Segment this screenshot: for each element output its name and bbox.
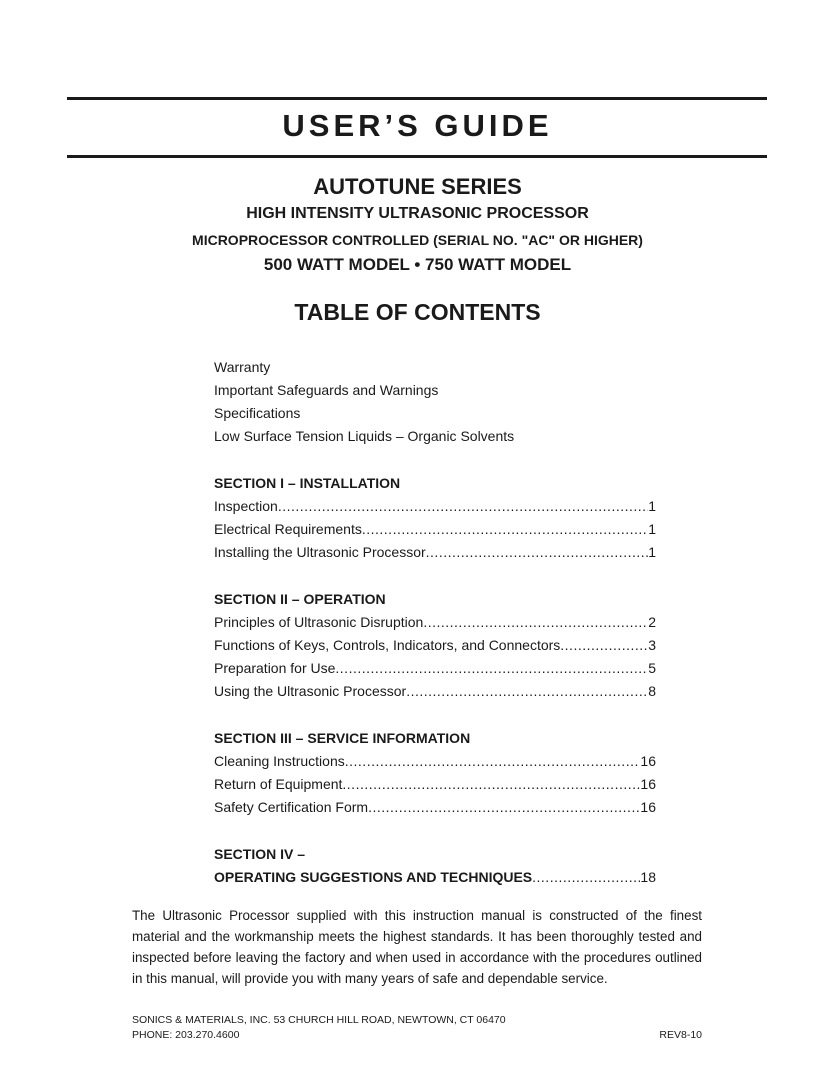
dot-leader (532, 866, 640, 889)
toc-entry[interactable] (214, 773, 656, 796)
bottom-rule (67, 155, 767, 158)
toc-section-3 (214, 727, 656, 819)
footer-phone: PHONE: 203.270.4600 (132, 1029, 240, 1041)
top-rule (67, 97, 767, 100)
dot-leader (278, 495, 648, 518)
toc-entry-title: Safety Certification Form (214, 799, 369, 815)
toc-entry-page: 1 (648, 521, 656, 537)
section-heading: SECTION III – SERVICE INFORMATION (214, 730, 471, 746)
toc-intro-item[interactable]: Warranty (214, 359, 271, 375)
toc-entry-title: Functions of Keys, Controls, Indicators, and Connectors (214, 637, 561, 653)
toc-entry-page: 16 (640, 799, 656, 815)
toc-entry-page: 3 (648, 637, 656, 653)
toc-entry[interactable] (214, 750, 656, 773)
toc-section-2 (214, 588, 656, 703)
toc-title: TABLE OF CONTENTS (294, 299, 541, 325)
toc-entry[interactable] (214, 611, 656, 634)
dot-leader (560, 634, 648, 657)
toc-entry-page: 1 (648, 498, 656, 514)
product-subtitle: HIGH INTENSITY ULTRASONIC PROCESSOR (246, 205, 589, 222)
dot-leader (342, 773, 640, 796)
dot-leader (426, 541, 649, 564)
toc-entry-title: Preparation for Use (214, 660, 336, 676)
toc-entry-page: 16 (640, 753, 656, 769)
section-heading: SECTION I – INSTALLATION (214, 475, 401, 491)
serial-subtitle: MICROPROCESSOR CONTROLLED (SERIAL NO. "AC" OR HIGHER) (192, 232, 643, 248)
toc-entry-title: Principles of Ultrasonic Disruption (214, 614, 424, 630)
toc-intro-item[interactable]: Low Surface Tension Liquids – Organic Solvents (214, 428, 515, 444)
toc-entry-page: 5 (648, 660, 656, 676)
toc-entry[interactable] (214, 634, 656, 657)
toc-entry-page: 16 (640, 776, 656, 792)
intro-paragraph: The Ultrasonic Processor supplied with this instruction manual is constructed of the finest material and the workmanship meets the highest standards. It has been thoroughly tested and inspected before leaving the factory and when used in accordance with the procedures outlined in this manual, will provide you with many years of safe and dependable service. (132, 908, 702, 986)
toc-entry-title: Electrical Requirements (214, 521, 362, 537)
toc-entry-title: Inspection (214, 498, 278, 514)
toc-entry-title: Return of Equipment (214, 776, 343, 792)
toc-intro-item[interactable]: Specifications (214, 405, 301, 421)
toc-entry[interactable] (214, 495, 656, 518)
toc-entry-page: 18 (640, 869, 656, 885)
toc-section-1 (214, 472, 656, 564)
section-heading: SECTION II – OPERATION (214, 591, 386, 607)
toc-entry[interactable] (214, 657, 656, 680)
toc-section-4 (214, 843, 656, 889)
dot-leader (423, 611, 648, 634)
footer-address: SONICS & MATERIALS, INC. 53 CHURCH HILL ROAD, NEWTOWN, CT 06470 (132, 1014, 506, 1026)
toc-entry-title: OPERATING SUGGESTIONS AND TECHNIQUES (214, 869, 533, 885)
toc-entry[interactable] (214, 518, 656, 541)
toc-entry-page: 2 (648, 614, 656, 630)
toc-entry[interactable] (214, 680, 656, 703)
footer-revision: REV8-10 (659, 1029, 702, 1041)
toc-intro-list (214, 356, 656, 448)
toc-intro-item[interactable]: Important Safeguards and Warnings (214, 382, 439, 398)
series-title: AUTOTUNE SERIES (313, 174, 522, 199)
dot-leader (406, 680, 648, 703)
toc-entry-title: Installing the Ultrasonic Processor (214, 544, 426, 560)
section-heading: SECTION IV – (214, 846, 306, 862)
footer-bottom-line (132, 1028, 702, 1043)
dot-leader (335, 657, 648, 680)
model-subtitle: 500 WATT MODEL • 750 WATT MODEL (263, 255, 572, 274)
dot-leader (368, 796, 640, 819)
toc-entry-page: 1 (648, 544, 656, 560)
toc-entry[interactable] (214, 541, 656, 564)
toc-entry[interactable] (214, 866, 656, 889)
toc-entry-title: Using the Ultrasonic Processor (214, 683, 407, 699)
toc-entry[interactable] (214, 796, 656, 819)
page-title: USER’S GUIDE (282, 108, 553, 143)
dot-leader (345, 750, 641, 773)
dot-leader (362, 518, 648, 541)
toc-entry-title: Cleaning Instructions (214, 753, 345, 769)
toc-entry-page: 8 (648, 683, 656, 699)
